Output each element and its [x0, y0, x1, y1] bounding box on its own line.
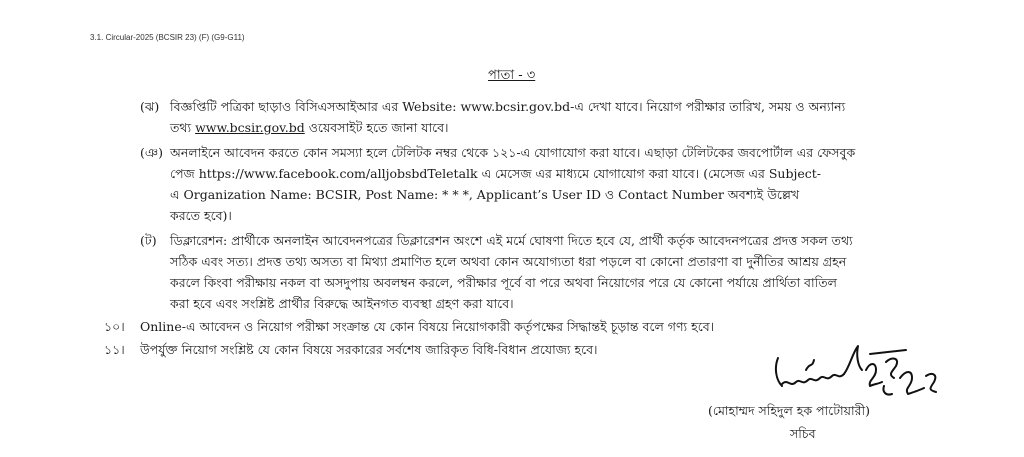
clause-text	[170, 142, 940, 226]
clause-text	[170, 96, 940, 138]
item-number: ১১।	[104, 342, 125, 357]
item-number: ১০।	[104, 319, 125, 334]
text-segment: তথ্য	[170, 120, 196, 135]
text-segment: ওয়েবসাইট হতে জানা যাবে।	[304, 120, 449, 135]
handwritten-signature	[766, 340, 946, 402]
numbered-item-10	[104, 316, 944, 337]
clause-line	[170, 117, 940, 138]
item-text: Online-এ আবেদন ও নিয়োগ পরীক্ষা সংক্রান্ত যে কোন বিষয়ে নিয়োগকারী কর্তৃপক্ষের সিদ্ধান্তই চূড়ান্ত বলে গণ্য হবে।	[140, 319, 715, 334]
clause-tta	[140, 230, 940, 314]
clause-line: পেজ https://www.facebook.com/alljobsbdTeletalk এ মেসেজ এর মাধ্যমে যোগাযোগ করা যাবে। (মেসেজ এর Subject-	[170, 166, 822, 181]
clause-jha	[140, 96, 940, 138]
signatory-name: (মোহাম্মদ সহিদুল হক পাটোয়ারী)	[708, 403, 870, 418]
clause-line: করলে কিংবা পরীক্ষায় নকল বা অসদুপায় অবলম্বন করলে, পরীক্ষার পূর্বে বা পরে অথবা নিয়োগের পরে যে কোনো পর্যায়ে প্রার্থিতা বাতিল	[170, 275, 837, 290]
clause-nya	[140, 142, 940, 226]
clause-marker: (ঝ)	[140, 99, 160, 114]
clause-line: করতে হবে)।	[170, 208, 232, 223]
clause-line: ডিক্লারেশন: প্রার্থীকে অনলাইন আবেদনপত্রের ডিক্লারেশন অংশে এই মর্মে ঘোষণা দিতে হবে যে, প্রার্থী কর্তৃক আবেদনপত্রের প্রদত্ত সকল তথ্য	[170, 233, 853, 248]
website-link[interactable]: www.bcsir.gov.bd	[195, 120, 305, 135]
clause-line: অনলাইনে আবেদন করতে কোন সমস্যা হলে টেলিটক নম্বর থেকে ১২১-এ যোগাযোগ করা যাবে। এছাড়া টেলিটকের জবপোর্টাল এর ফেসবুক	[170, 145, 856, 160]
clause-line: এ Organization Name: BCSIR, Post Name: * * *, Applicant’s User ID ও Contact Number অবশ্যই উল্লেখ	[170, 187, 800, 202]
page-number: পাতা - ৩	[488, 68, 536, 83]
clause-line: সঠিক এবং সত্য। প্রদত্ত তথ্য অসত্য বা মিথ্যা প্রমাণিত হলে অথবা কোন অযোগ্যতা ধরা পড়লে বা কোনো প্রতারণা বা দুর্নীতির আশ্রয় গ্রহন	[170, 254, 847, 269]
circular-reference: 3.1. Circular-2025 (BCSIR 23) (F) (G9-G11)	[90, 33, 245, 42]
clause-marker: (ট)	[140, 233, 157, 248]
item-text: উপর্যুক্ত নিয়োগ সংশ্লিষ্ট যে কোন বিষয়ে সরকারের সর্বশেষ জারিকৃত বিধি-বিধান প্রযোজ্য হবে।	[140, 342, 598, 357]
clause-text	[170, 230, 940, 314]
clause-line: বিজ্ঞপ্তিটি পত্রিকা ছাড়াও বিসিএসআইআর এর Website: www.bcsir.gov.bd-এ দেখা যাবে। নিয়োগ পরীক্ষার তারিখ, সময় ও অন্যান্য	[170, 99, 846, 114]
signatory-title: সচিব	[790, 426, 816, 441]
clause-marker: (ঞ)	[140, 145, 163, 160]
clause-line: করা হবে এবং সংশ্লিষ্ট প্রার্থীর বিরুদ্ধে আইনগত ব্যবস্থা গ্রহণ করা যাবে।	[170, 296, 514, 311]
